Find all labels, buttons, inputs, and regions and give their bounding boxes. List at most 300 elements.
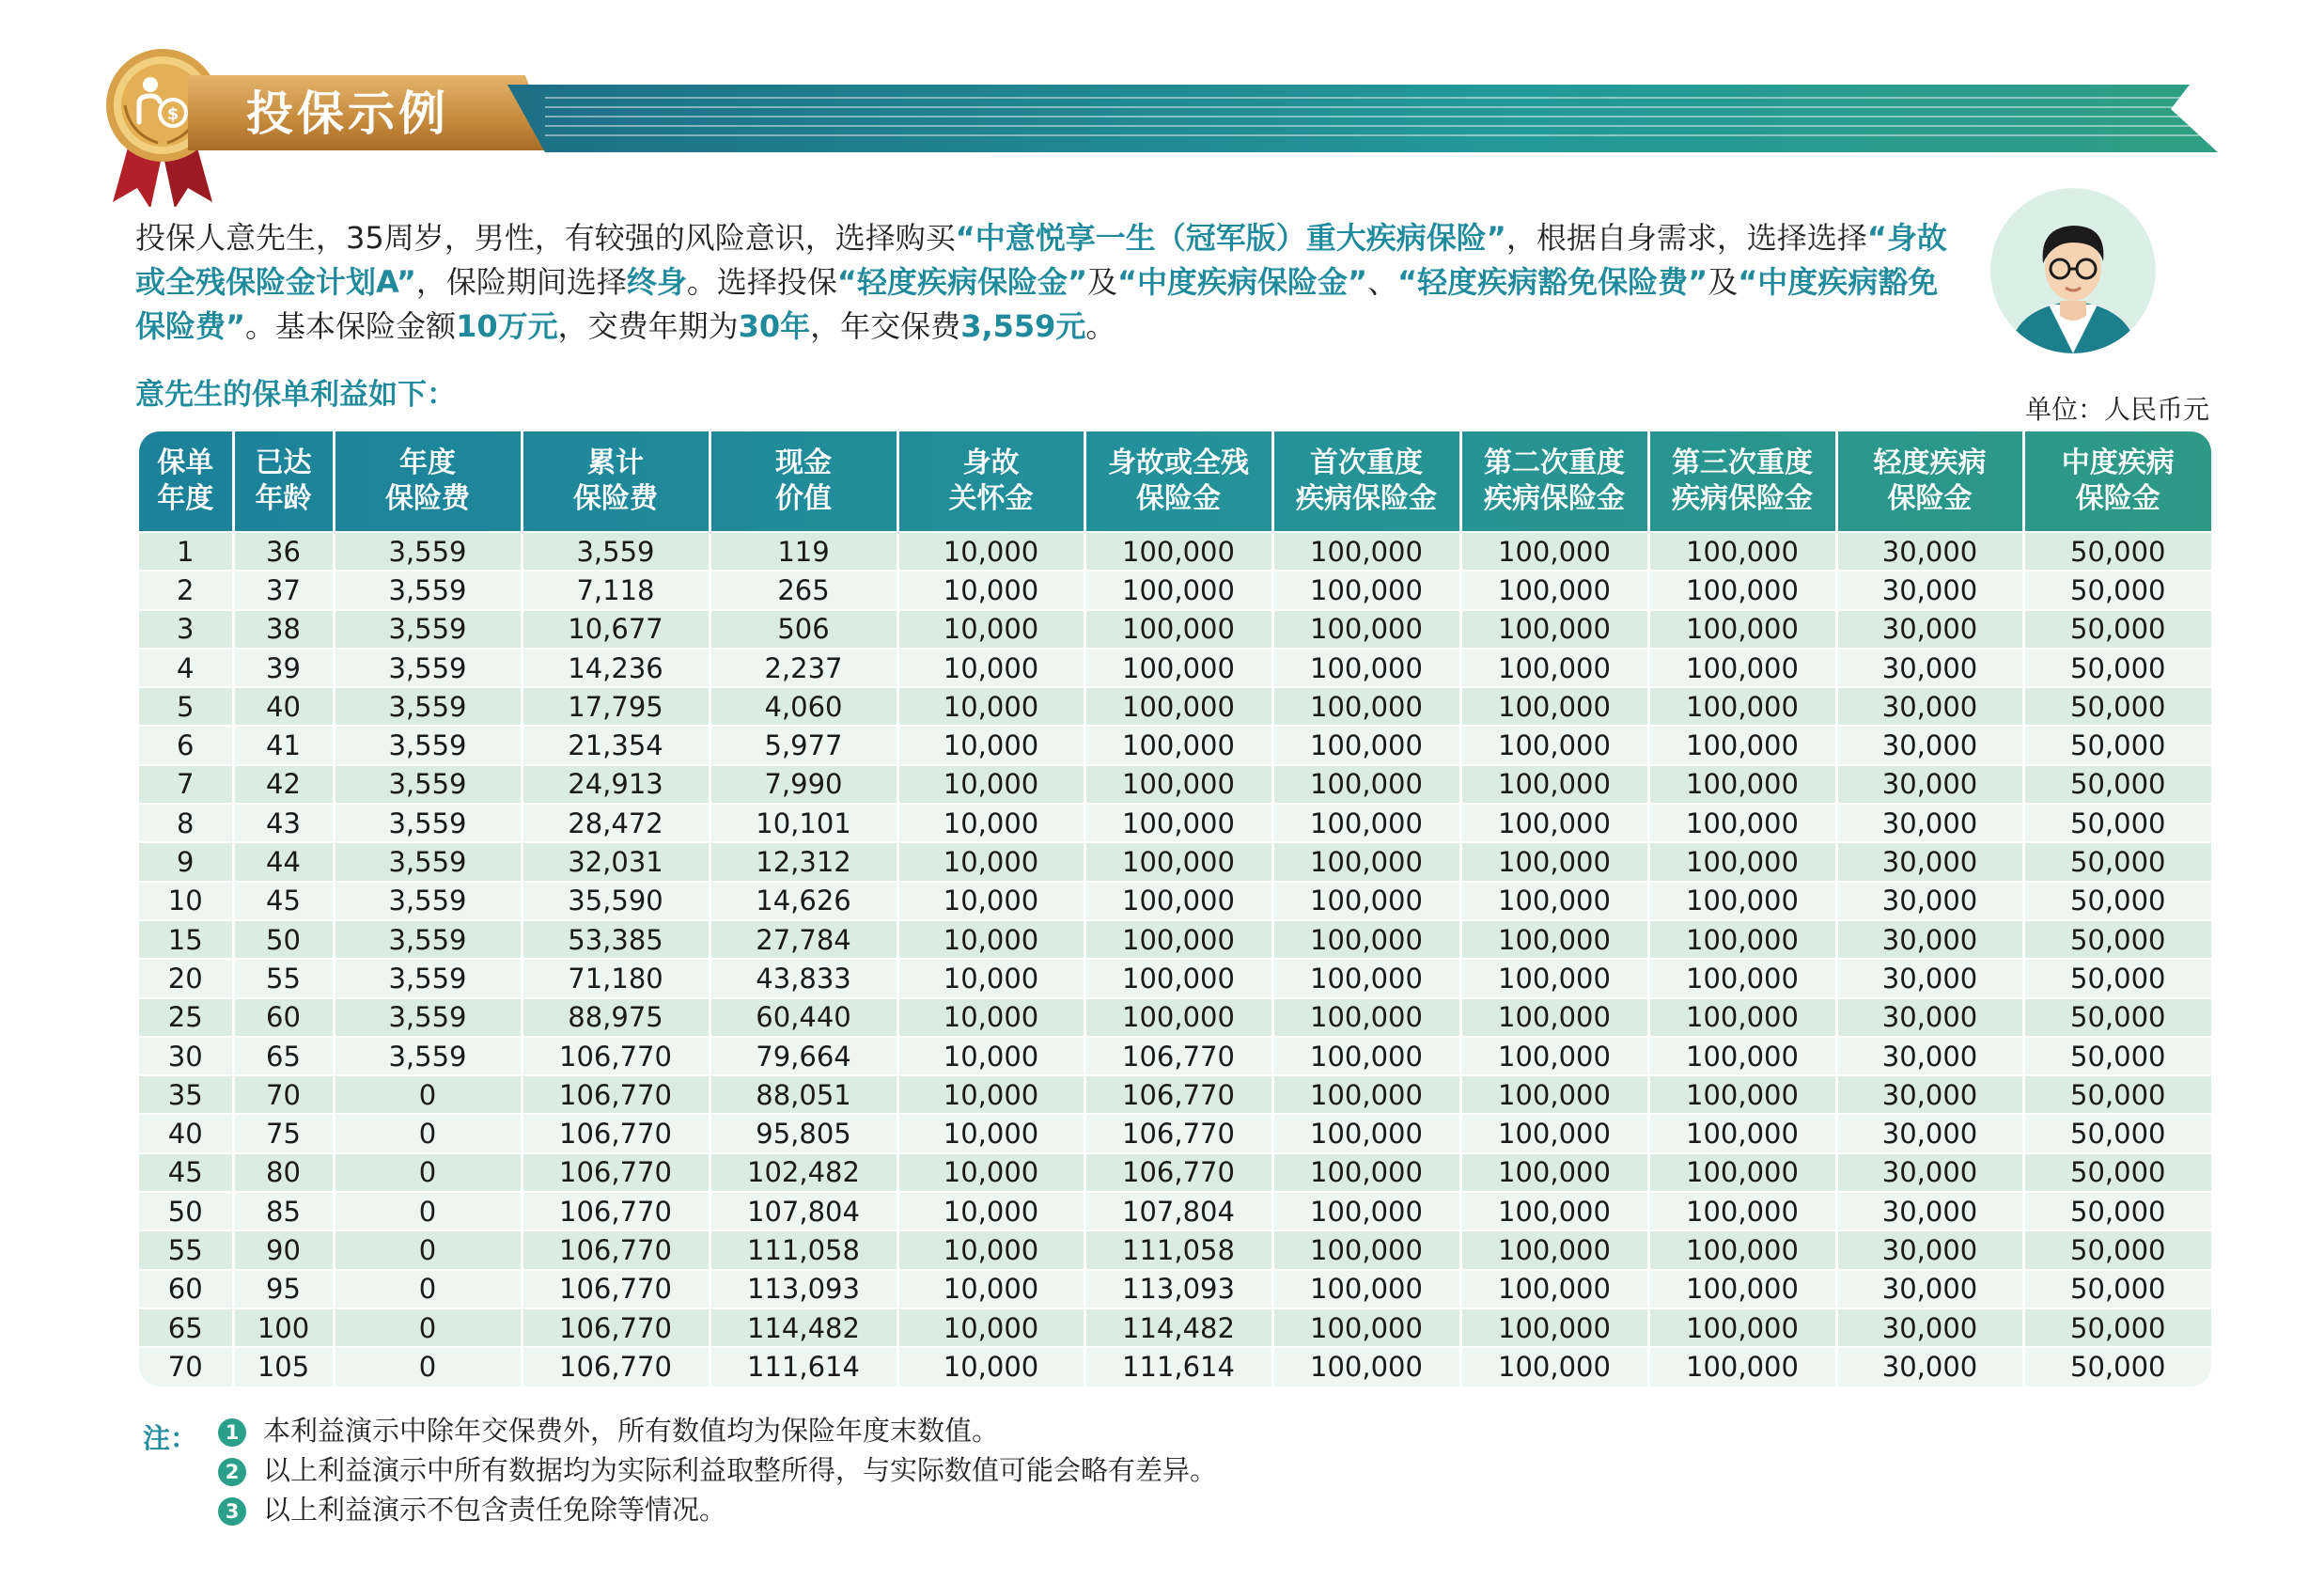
- table-cell: 100,000: [1648, 1192, 1836, 1230]
- column-header: [139, 431, 233, 532]
- column-header-line: 保险费: [385, 482, 470, 515]
- column-header-line: 保险金: [2075, 482, 2160, 515]
- table-cell: 79,664: [710, 1037, 897, 1075]
- table-cell: 100,000: [1460, 804, 1648, 842]
- table-cell: 50,000: [2023, 1153, 2211, 1192]
- table-cell: 100,000: [1272, 1192, 1460, 1230]
- table-cell: 50,000: [2023, 726, 2211, 764]
- table-cell: 111,058: [710, 1230, 897, 1269]
- table-row: [139, 882, 2211, 920]
- table-cell: 39: [233, 649, 334, 687]
- table-cell: 20: [139, 959, 233, 997]
- table-cell: 88,051: [710, 1075, 897, 1114]
- annual-premium: 3,559元: [960, 308, 1086, 344]
- table-cell: 95: [233, 1270, 334, 1308]
- table-cell: 10,000: [897, 804, 1084, 842]
- table-cell: 90: [233, 1230, 334, 1269]
- table-cell: 111,614: [1084, 1347, 1272, 1386]
- table-cell: 50,000: [2023, 959, 2211, 997]
- column-header: [1648, 431, 1836, 532]
- table-cell: 100,000: [1648, 998, 1836, 1037]
- column-header: [897, 431, 1084, 532]
- table-cell: 8: [139, 804, 233, 842]
- section-subheading: 意先生的保单利益如下：: [135, 378, 456, 412]
- table-cell: 55: [139, 1230, 233, 1269]
- table-cell: 100,000: [1460, 1230, 1648, 1269]
- column-header-line: 保单: [157, 446, 214, 479]
- table-cell: 106,770: [522, 1037, 710, 1075]
- table-cell: 113,093: [710, 1270, 897, 1308]
- table-row: [139, 649, 2211, 687]
- table-cell: 100,000: [1272, 1114, 1460, 1152]
- product-name: “中意悦享一生（冠军版）重大疾病保险”: [955, 220, 1506, 256]
- table-cell: 100,000: [1460, 1192, 1648, 1230]
- header-stripe-decoration: [507, 85, 2218, 152]
- table-cell: 100,000: [1084, 532, 1272, 571]
- table-cell: 100,000: [1460, 882, 1648, 920]
- table-cell: 3,559: [334, 1037, 522, 1075]
- table-cell: 55: [233, 959, 334, 997]
- intro-text: 及: [1087, 264, 1118, 300]
- table-cell: 106,770: [522, 1075, 710, 1114]
- table-cell: 17,795: [522, 687, 710, 726]
- column-header-line: 第二次重度: [1484, 446, 1625, 479]
- table-cell: 71,180: [522, 959, 710, 997]
- table-cell: 3,559: [334, 998, 522, 1037]
- table-cell: 10,000: [897, 1270, 1084, 1308]
- term-value: 终身: [626, 264, 687, 300]
- table-cell: 0: [334, 1075, 522, 1114]
- table-cell: 100,000: [1648, 1308, 1836, 1347]
- table-cell: 100,000: [1272, 1037, 1460, 1075]
- table-cell: 10,000: [897, 959, 1084, 997]
- table-cell: 30,000: [1836, 765, 2023, 804]
- sum-insured: 10万元: [456, 308, 558, 344]
- table-cell: 5: [139, 687, 233, 726]
- column-header-line: 中度疾病: [2061, 446, 2175, 479]
- table-row: [139, 1037, 2211, 1075]
- table-cell: 10,000: [897, 1192, 1084, 1230]
- table-cell: 50,000: [2023, 920, 2211, 959]
- table-cell: 100,000: [1460, 649, 1648, 687]
- table-cell: 50,000: [2023, 998, 2211, 1037]
- table-cell: 111,058: [1084, 1230, 1272, 1269]
- table-cell: 50,000: [2023, 765, 2211, 804]
- column-header-line: 疾病保险金: [1296, 482, 1437, 515]
- table-cell: 3,559: [334, 649, 522, 687]
- table-cell: 10,000: [897, 1230, 1084, 1269]
- table-cell: 106,770: [522, 1114, 710, 1152]
- column-header: [2023, 431, 2211, 532]
- table-row: [139, 1230, 2211, 1269]
- table-cell: 2,237: [710, 649, 897, 687]
- table-cell: 100,000: [1460, 765, 1648, 804]
- note-item: [218, 1451, 1217, 1489]
- table-cell: 106,770: [1084, 1114, 1272, 1152]
- table-cell: 100,000: [1084, 687, 1272, 726]
- table-cell: 100,000: [1272, 571, 1460, 609]
- table-cell: 4: [139, 649, 233, 687]
- table-cell: 3,559: [334, 571, 522, 609]
- table-row: [139, 1114, 2211, 1152]
- table-cell: 10,000: [897, 1308, 1084, 1347]
- page-title: 投保示例: [246, 86, 449, 141]
- table-cell: 100,000: [1272, 998, 1460, 1037]
- table-cell: 100,000: [1460, 687, 1648, 726]
- column-header-line: 疾病保险金: [1484, 482, 1625, 515]
- table-cell: 100,000: [1460, 920, 1648, 959]
- table-cell: 85: [233, 1192, 334, 1230]
- table-cell: 100,000: [1648, 532, 1836, 571]
- table-cell: 3,559: [334, 610, 522, 649]
- table-cell: 30,000: [1836, 804, 2023, 842]
- table-cell: 30,000: [1836, 959, 2023, 997]
- table-cell: 10,101: [710, 804, 897, 842]
- table-cell: 100,000: [1648, 1347, 1836, 1386]
- table-cell: 106,770: [522, 1308, 710, 1347]
- table-cell: 95,805: [710, 1114, 897, 1152]
- table-cell: 3,559: [334, 882, 522, 920]
- column-header-line: 身故: [962, 446, 1020, 479]
- table-cell: 106,770: [1084, 1153, 1272, 1192]
- table-cell: 10,000: [897, 998, 1084, 1037]
- table-cell: 3,559: [334, 726, 522, 764]
- table-cell: 3,559: [334, 804, 522, 842]
- column-header: [233, 431, 334, 532]
- table-cell: 10,677: [522, 610, 710, 649]
- table-cell: 10,000: [897, 1037, 1084, 1075]
- table-cell: 65: [139, 1308, 233, 1347]
- table-cell: 60: [233, 998, 334, 1037]
- table-cell: 40: [139, 1114, 233, 1152]
- table-cell: 114,482: [1084, 1308, 1272, 1347]
- table-cell: 50,000: [2023, 1037, 2211, 1075]
- table-cell: 30,000: [1836, 1308, 2023, 1347]
- table-cell: 100,000: [1460, 1308, 1648, 1347]
- table-cell: 100,000: [1272, 1075, 1460, 1114]
- intro-paragraph: [135, 216, 1949, 349]
- option-moderate-disease: “中度疾病保险金”: [1117, 264, 1368, 300]
- note-text: 本利益演示中除年交保费外，所有数值均为保险年度末数值。: [263, 1415, 1000, 1447]
- table-cell: 12,312: [710, 842, 897, 881]
- table-cell: 30,000: [1836, 920, 2023, 959]
- table-cell: 0: [334, 1308, 522, 1347]
- table-cell: 30,000: [1836, 1075, 2023, 1114]
- table-cell: 27,784: [710, 920, 897, 959]
- column-header-line: 关怀金: [948, 482, 1034, 515]
- table-cell: 100,000: [1648, 959, 1836, 997]
- column-header: [334, 431, 522, 532]
- table-cell: 30,000: [1836, 571, 2023, 609]
- note-number-badge: 3: [218, 1497, 246, 1526]
- intro-text: 。基本保险金额: [245, 308, 457, 344]
- column-header-line: 价值: [775, 482, 832, 515]
- table-cell: 100,000: [1460, 998, 1648, 1037]
- column-header-line: 身故或全残: [1108, 446, 1249, 479]
- table-cell: 100,000: [1460, 1037, 1648, 1075]
- table-row: [139, 1192, 2211, 1230]
- table-cell: 100,000: [1084, 998, 1272, 1037]
- column-header-line: 疾病保险金: [1672, 482, 1813, 515]
- table-cell: 50,000: [2023, 687, 2211, 726]
- table-cell: 0: [334, 1347, 522, 1386]
- note-number-badge: 2: [218, 1458, 246, 1486]
- table-cell: 10,000: [897, 765, 1084, 804]
- table-cell: 100,000: [1272, 1347, 1460, 1386]
- column-header: [710, 431, 897, 532]
- column-header: [1084, 431, 1272, 532]
- table-cell: 100,000: [1648, 1153, 1836, 1192]
- table-cell: 80: [233, 1153, 334, 1192]
- table-cell: 100,000: [1648, 649, 1836, 687]
- table-cell: 100,000: [1648, 842, 1836, 881]
- table-cell: 100,000: [1084, 920, 1272, 959]
- note-text: 以上利益演示中所有数据均为实际利益取整所得，与实际数值可能会略有差异。: [263, 1454, 1218, 1486]
- table-cell: 70: [139, 1347, 233, 1386]
- note-item: [218, 1491, 726, 1528]
- table-row: [139, 1075, 2211, 1114]
- table-cell: 105: [233, 1347, 334, 1386]
- table-cell: 30: [139, 1037, 233, 1075]
- table-cell: 88,975: [522, 998, 710, 1037]
- table-row: [139, 804, 2211, 842]
- table-cell: 50,000: [2023, 1230, 2211, 1269]
- option-mild-waiver: “轻度疾病豁免保险费”: [1397, 264, 1708, 300]
- table-cell: 43,833: [710, 959, 897, 997]
- table-cell: 506: [710, 610, 897, 649]
- table-cell: 60,440: [710, 998, 897, 1037]
- table-row: [139, 1347, 2211, 1386]
- table-cell: 65: [233, 1037, 334, 1075]
- table-cell: 30,000: [1836, 882, 2023, 920]
- intro-text: 投保人意先生，35周岁，男性，有较强的风险意识，选择购买: [135, 220, 956, 256]
- note-item: [218, 1412, 999, 1449]
- column-header-line: 轻度疾病: [1873, 446, 1987, 479]
- payment-years: 30年: [738, 308, 811, 344]
- table-cell: 265: [710, 571, 897, 609]
- table-cell: 21,354: [522, 726, 710, 764]
- table-cell: 30,000: [1836, 1037, 2023, 1075]
- table-cell: 44: [233, 842, 334, 881]
- column-header-line: 年龄: [255, 482, 312, 515]
- table-cell: 30,000: [1836, 649, 2023, 687]
- table-cell: 100,000: [1460, 532, 1648, 571]
- table-cell: 30,000: [1836, 610, 2023, 649]
- table-cell: 35: [139, 1075, 233, 1114]
- table-row: [139, 687, 2211, 726]
- table-cell: 38: [233, 610, 334, 649]
- column-header-line: 保险金: [1887, 482, 1973, 515]
- table-cell: 50,000: [2023, 1308, 2211, 1347]
- table-cell: 50,000: [2023, 610, 2211, 649]
- table-cell: 100,000: [1272, 687, 1460, 726]
- table-cell: 7,118: [522, 571, 710, 609]
- table-cell: 111,614: [710, 1347, 897, 1386]
- table-cell: 32,031: [522, 842, 710, 881]
- table-cell: 107,804: [1084, 1192, 1272, 1230]
- table-cell: 50,000: [2023, 1270, 2211, 1308]
- table-cell: 100,000: [1272, 1308, 1460, 1347]
- table-cell: 9: [139, 842, 233, 881]
- table-cell: 30,000: [1836, 998, 2023, 1037]
- table-cell: 30,000: [1836, 1153, 2023, 1192]
- table-cell: 30,000: [1836, 1192, 2023, 1230]
- intro-text: 。: [1085, 308, 1116, 344]
- table-cell: 100,000: [1460, 1114, 1648, 1152]
- table-cell: 3,559: [334, 842, 522, 881]
- table-cell: 106,770: [522, 1153, 710, 1192]
- column-header-line: 现金: [775, 446, 832, 479]
- table-cell: 50,000: [2023, 804, 2211, 842]
- column-header-line: 累计: [587, 446, 644, 479]
- table-cell: 100,000: [1648, 765, 1836, 804]
- table-cell: 100,000: [1460, 726, 1648, 764]
- table-cell: 102,482: [710, 1153, 897, 1192]
- table-cell: 100,000: [1648, 687, 1836, 726]
- table-cell: 53,385: [522, 920, 710, 959]
- table-cell: 100,000: [1460, 1153, 1648, 1192]
- table-cell: 2: [139, 571, 233, 609]
- table-cell: 30,000: [1836, 1230, 2023, 1269]
- table-cell: 0: [334, 1114, 522, 1152]
- table-cell: 100,000: [1272, 649, 1460, 687]
- table-cell: 119: [710, 532, 897, 571]
- table-cell: 100,000: [1272, 1230, 1460, 1269]
- table-cell: 0: [334, 1153, 522, 1192]
- table-cell: 100,000: [1648, 882, 1836, 920]
- table-cell: 36: [233, 532, 334, 571]
- table-cell: 50,000: [2023, 571, 2211, 609]
- table-cell: 10: [139, 882, 233, 920]
- table-row: [139, 959, 2211, 997]
- table-cell: 100,000: [1084, 804, 1272, 842]
- table-cell: 10,000: [897, 687, 1084, 726]
- table-cell: 50,000: [2023, 649, 2211, 687]
- table-cell: 10,000: [897, 726, 1084, 764]
- table-cell: 30,000: [1836, 687, 2023, 726]
- table-cell: 15: [139, 920, 233, 959]
- column-header: [522, 431, 710, 532]
- table-row: [139, 1270, 2211, 1308]
- table-cell: 100,000: [1272, 610, 1460, 649]
- note-text: 以上利益演示不包含责任免除等情况。: [263, 1494, 727, 1526]
- table-row: [139, 842, 2211, 881]
- table-cell: 100,000: [1272, 765, 1460, 804]
- table-cell: 3,559: [334, 532, 522, 571]
- table-cell: 14,236: [522, 649, 710, 687]
- column-header: [1836, 431, 2023, 532]
- table-cell: 50,000: [2023, 1075, 2211, 1114]
- table-cell: 100,000: [1648, 571, 1836, 609]
- table-row: [139, 726, 2211, 764]
- table-cell: 30,000: [1836, 726, 2023, 764]
- table-row: [139, 532, 2211, 571]
- table-cell: 100,000: [1272, 959, 1460, 997]
- table-cell: 100,000: [1460, 571, 1648, 609]
- table-cell: 28,472: [522, 804, 710, 842]
- table-cell: 45: [233, 882, 334, 920]
- table-cell: 10,000: [897, 842, 1084, 881]
- table-cell: 41: [233, 726, 334, 764]
- table-cell: 100,000: [1460, 842, 1648, 881]
- table-cell: 100,000: [1084, 882, 1272, 920]
- table-cell: 100,000: [1648, 726, 1836, 764]
- table-cell: 100,000: [1272, 1153, 1460, 1192]
- intro-text: ，交费年期为: [557, 308, 739, 344]
- table-cell: 0: [334, 1192, 522, 1230]
- table-cell: 100,000: [1272, 804, 1460, 842]
- table-cell: 10,000: [897, 532, 1084, 571]
- table-cell: 7,990: [710, 765, 897, 804]
- table-cell: 50,000: [2023, 882, 2211, 920]
- column-header-line: 年度: [399, 446, 456, 479]
- intro-text: ，年交保费: [810, 308, 961, 344]
- note-number-badge: 1: [218, 1418, 246, 1447]
- table-cell: 100,000: [1084, 649, 1272, 687]
- table-cell: 25: [139, 998, 233, 1037]
- table-body: [139, 532, 2211, 1386]
- table-cell: 7: [139, 765, 233, 804]
- table-cell: 100,000: [1084, 765, 1272, 804]
- table-cell: 0: [334, 1230, 522, 1269]
- table-cell: 60: [139, 1270, 233, 1308]
- table-cell: 100,000: [1084, 726, 1272, 764]
- table-cell: 100,000: [1460, 1075, 1648, 1114]
- table-cell: 10,000: [897, 882, 1084, 920]
- table-cell: 100,000: [1460, 610, 1648, 649]
- table-cell: 10,000: [897, 649, 1084, 687]
- table-cell: 100,000: [1648, 920, 1836, 959]
- table-row: [139, 571, 2211, 609]
- table-row: [139, 998, 2211, 1037]
- table-cell: 100,000: [1648, 1037, 1836, 1075]
- table-cell: 107,804: [710, 1192, 897, 1230]
- table-cell: 50: [139, 1192, 233, 1230]
- column-header-line: 保险费: [573, 482, 658, 515]
- table-cell: 50,000: [2023, 842, 2211, 881]
- table-cell: 100,000: [1084, 959, 1272, 997]
- column-header-line: 第三次重度: [1672, 446, 1813, 479]
- table-cell: 42: [233, 765, 334, 804]
- table-row: [139, 920, 2211, 959]
- table-cell: 10,000: [897, 1347, 1084, 1386]
- table-cell: 100,000: [1460, 959, 1648, 997]
- column-header: [1460, 431, 1648, 532]
- table-cell: 10,000: [897, 1075, 1084, 1114]
- table-cell: 10,000: [897, 571, 1084, 609]
- table-cell: 0: [334, 1270, 522, 1308]
- table-cell: 30,000: [1836, 1114, 2023, 1152]
- table-cell: 106,770: [522, 1347, 710, 1386]
- table-cell: 40: [233, 687, 334, 726]
- table-cell: 10,000: [897, 1114, 1084, 1152]
- table-cell: 100,000: [1272, 532, 1460, 571]
- table-cell: 100,000: [1084, 571, 1272, 609]
- table-cell: 50,000: [2023, 1347, 2211, 1386]
- table-cell: 10,000: [897, 610, 1084, 649]
- table-cell: 5,977: [710, 726, 897, 764]
- table-cell: 106,770: [522, 1270, 710, 1308]
- intro-text: ，保险期间选择: [415, 264, 627, 300]
- table-cell: 3,559: [334, 765, 522, 804]
- table-cell: 50,000: [2023, 1114, 2211, 1152]
- column-header-line: 首次重度: [1310, 446, 1423, 479]
- table-cell: 3,559: [334, 959, 522, 997]
- table-row: [139, 1153, 2211, 1192]
- intro-text: 、: [1367, 264, 1398, 300]
- column-header-line: 保险金: [1136, 482, 1221, 515]
- table-cell: 3: [139, 610, 233, 649]
